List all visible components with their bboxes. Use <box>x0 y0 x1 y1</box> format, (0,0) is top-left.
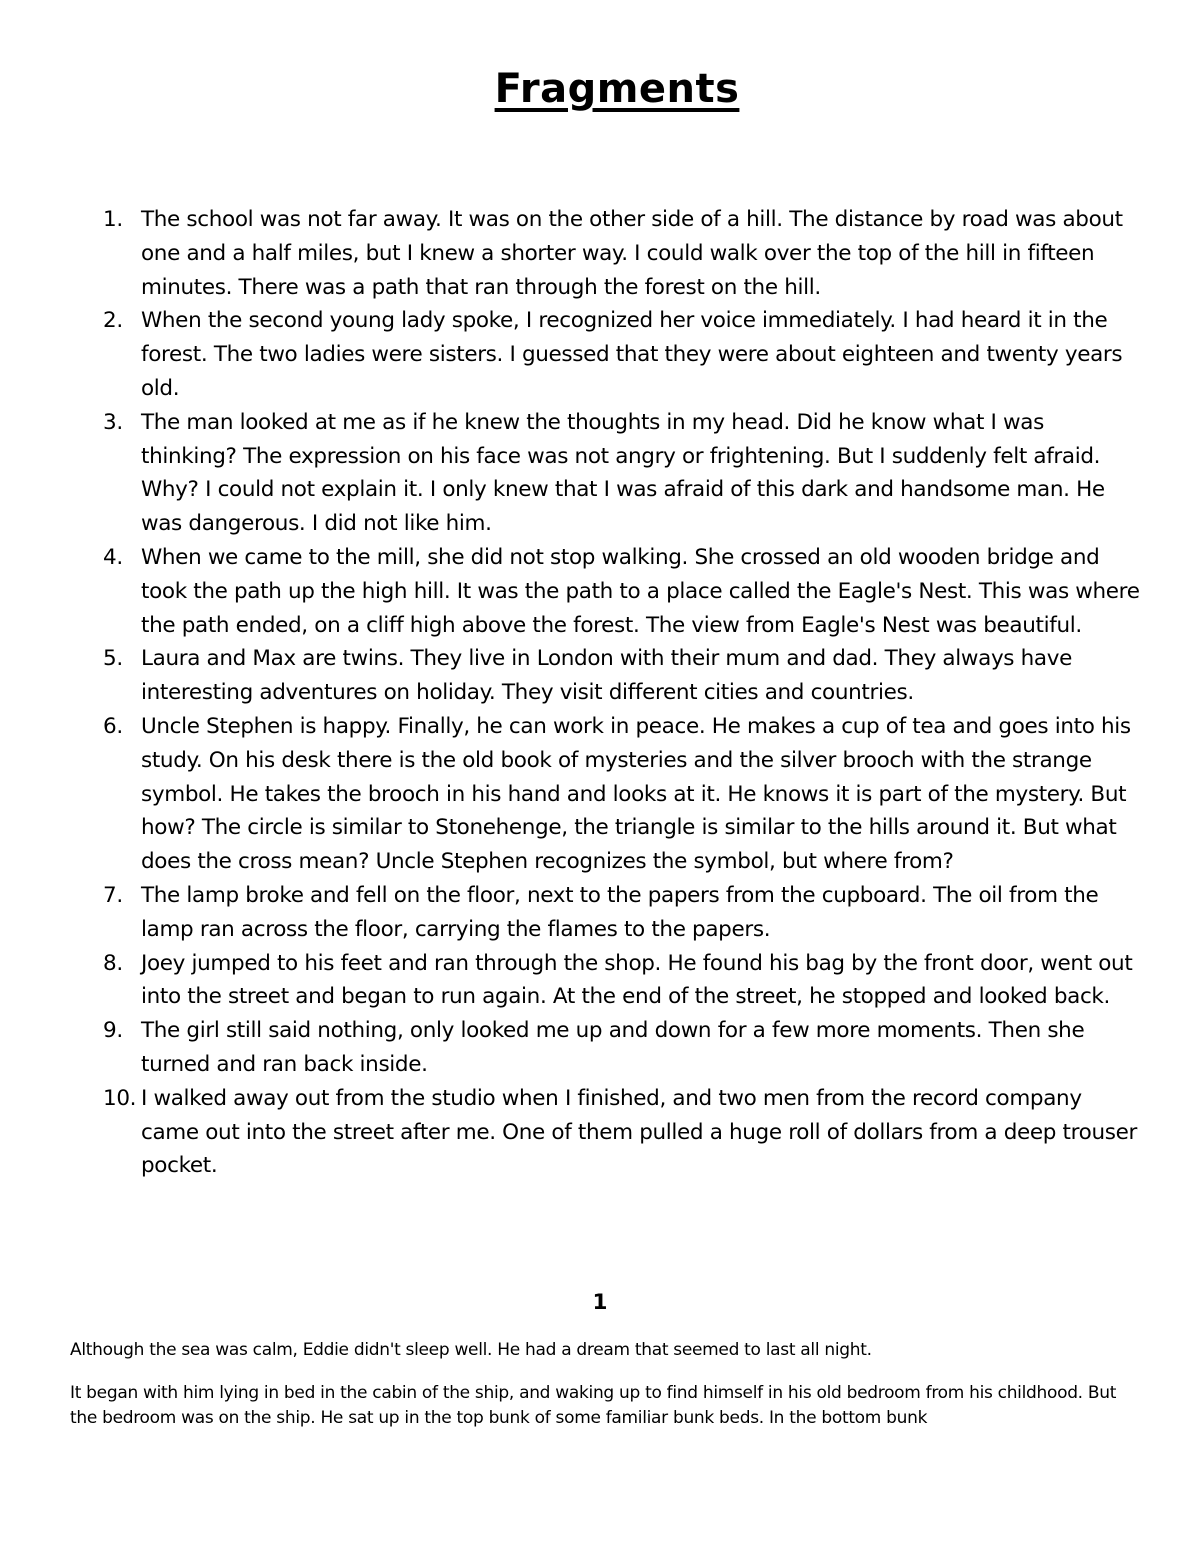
list-item-number: 4. <box>103 544 123 570</box>
list-item <box>100 406 1140 541</box>
list-item-number: 8. <box>103 950 123 976</box>
list-item-text: The girl still said nothing, only looked me up and down for a few more moments. Then she turned and ran back inside. <box>141 1018 1085 1077</box>
list-item-text: Laura and Max are twins. They live in London with their mum and dad. They always have interesting adventures on holiday. They visit different cities and countries. <box>141 646 1073 706</box>
story-paragraph: It began with him lying in bed in the cabin of the ship, and waking up to find himself in his old bedroom from his childhood. But the bedroom was on the ship. He sat up in the top bunk of some familiar bunk beds. In the bottom bunk <box>70 1383 1117 1428</box>
page-title: Fragments <box>494 66 740 112</box>
list-item <box>100 203 1140 304</box>
list-item-number: 2. <box>103 308 123 334</box>
list-item-number: 5. <box>103 646 123 672</box>
list-item <box>100 642 1140 710</box>
section-number: 1 <box>592 1290 608 1315</box>
list-item-number: 6. <box>103 713 123 739</box>
list-item-number: 3. <box>103 409 123 435</box>
list-item <box>100 541 1140 642</box>
list-item <box>100 304 1140 405</box>
list-item-text: I walked away out from the studio when I finished, and two men from the record company came out into the street after me. One of them pulled a huge roll of dollars from a deep trouser pocket. <box>141 1085 1137 1179</box>
list-item-text: When we came to the mill, she did not stop walking. She crossed an old wooden bridge and took the path up the high hill. It was the path to a place called the Eagle's Nest. This was where the path ended, on a cliff high above the forest. The view from Eagle's Nest was beautiful. <box>141 544 1140 638</box>
list-item <box>100 947 1140 1015</box>
list-item-text: Uncle Stephen is happy. Finally, he can work in peace. He makes a cup of tea and goes into his study. On his desk there is the old book of mysteries and the silver brooch with the strange symbol. He takes the brooch in his hand and looks at it. He knows it is part of the mystery. But how? The circle is similar to Stonehenge, the triangle is similar to the hills around it. But what does the cross mean? Uncle Stephen recognizes the symbol, but where from? <box>141 713 1131 875</box>
list-item-number: 9. <box>103 1018 123 1044</box>
list-item-text: When the second young lady spoke, I recognized her voice immediately. I had heard it in the forest. The two ladies were sisters. I guessed that they were about eighteen and twenty years old. <box>141 308 1123 401</box>
list-item <box>100 710 1140 879</box>
list-item-number: 7. <box>103 882 123 908</box>
story-paragraph: Although the sea was calm, Eddie didn't sleep well. He had a dream that seemed to last all night. <box>70 1340 872 1360</box>
list-item-text: The school was not far away. It was on the other side of a hill. The distance by road was about one and a half miles, but I knew a shorter way. I could walk over the top of the hill in fifteen minutes. There was a path that ran through the forest on the hill. <box>141 207 1123 300</box>
fragment-list <box>100 203 1140 1183</box>
list-item <box>100 879 1140 947</box>
list-item-number: 1. <box>103 207 123 232</box>
list-item <box>100 1082 1140 1183</box>
list-item-text: The man looked at me as if he knew the thoughts in my head. Did he know what I was thinking? The expression on his face was not angry or frightening. But I suddenly felt afraid. Why? I could not explain it. I only knew that I was afraid of this dark and handsome man. He was dangerous. I did not like him. <box>141 409 1105 537</box>
list-item-text: The lamp broke and fell on the floor, next to the papers from the cupboard. The oil from the lamp ran across the floor, carrying the flames to the papers. <box>141 882 1099 942</box>
list-item-text: Joey jumped to his feet and ran through the shop. He found his bag by the front door, went out into the street and began to run again. At the end of the street, he stopped and looked back. <box>141 950 1133 1010</box>
list-item-number: 10. <box>103 1085 137 1111</box>
list-item <box>100 1014 1140 1082</box>
